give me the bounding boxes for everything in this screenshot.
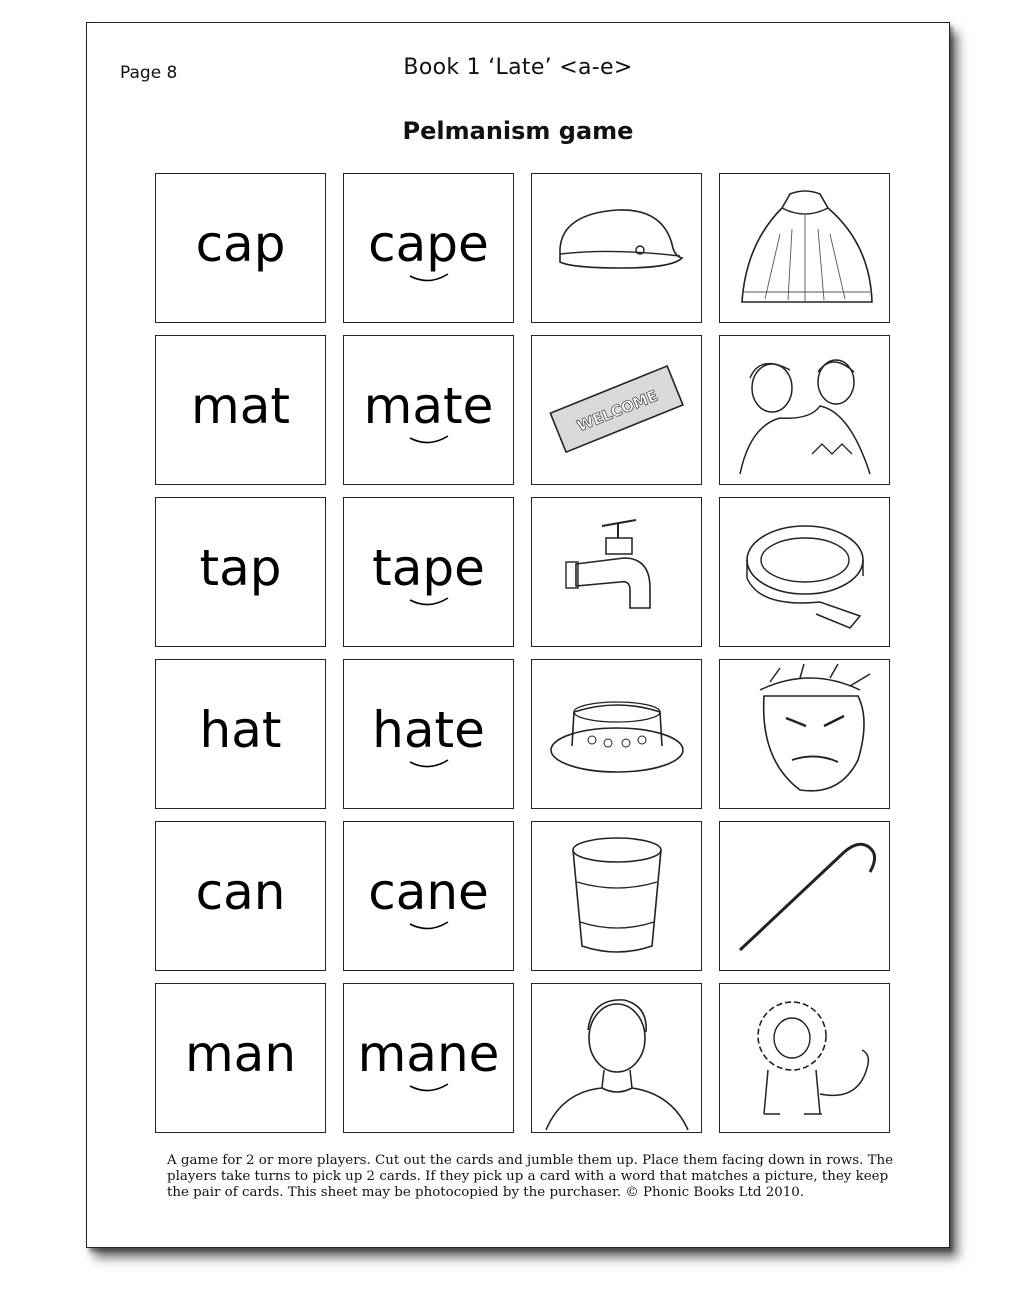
cape-icon <box>720 174 890 322</box>
long-vowel-swoosh-icon <box>407 596 451 610</box>
tap-icon <box>532 498 702 646</box>
card-word: mane <box>357 1025 500 1083</box>
picture-card-angry-face <box>719 659 890 809</box>
word-card-mat <box>155 335 326 485</box>
word-card-can <box>155 821 326 971</box>
can-icon <box>532 822 702 970</box>
picture-card-cap <box>531 173 702 323</box>
hat-icon <box>532 660 702 808</box>
card-word: hate <box>372 701 485 759</box>
word-card-cape <box>343 173 514 323</box>
card-word: cape <box>368 215 489 273</box>
card-word: cane <box>368 863 489 921</box>
mates-icon <box>720 336 890 484</box>
long-vowel-swoosh-icon <box>407 758 451 772</box>
tape-roll-icon <box>720 498 890 646</box>
picture-card-mat <box>531 335 702 485</box>
word-card-cap <box>155 173 326 323</box>
card-word: mate <box>363 377 494 435</box>
long-vowel-swoosh-icon <box>407 434 451 448</box>
game-title: Pelmanism game <box>402 117 634 145</box>
word-card-tap <box>155 497 326 647</box>
picture-card-mates <box>719 335 890 485</box>
man-icon <box>532 984 702 1132</box>
word-card-hate <box>343 659 514 809</box>
svg-text:WELCOME: WELCOME <box>574 386 661 436</box>
card-word: hat <box>199 701 282 759</box>
word-card-cane <box>343 821 514 971</box>
instructions-text: A game for 2 or more players. Cut out the cards and jumble them up. Place them facing down in rows. The players take turns to pick up 2 cards. If they pick up a card with a word that matches a picture, they keep the pair of cards. This sheet may be photocopied by the purchaser. © Phonic Books Ltd 2010. <box>167 1153 894 1200</box>
lion-icon <box>720 984 890 1132</box>
card-word: tape <box>372 539 485 597</box>
picture-card-cape <box>719 173 890 323</box>
card-word: mat <box>191 377 290 435</box>
picture-card-hat <box>531 659 702 809</box>
picture-card-man <box>531 983 702 1133</box>
picture-card-lion <box>719 983 890 1133</box>
angry-face-icon <box>720 660 890 808</box>
picture-card-cane <box>719 821 890 971</box>
worksheet-page <box>86 22 950 1248</box>
card-word: tap <box>199 539 282 597</box>
book-title: Book 1 ‘Late’ <a-e> <box>403 55 633 80</box>
page-number: Page 8 <box>120 63 178 83</box>
picture-card-can <box>531 821 702 971</box>
word-card-man <box>155 983 326 1133</box>
cane-icon <box>720 822 890 970</box>
picture-card-tape <box>719 497 890 647</box>
picture-card-tap <box>531 497 702 647</box>
long-vowel-swoosh-icon <box>407 920 451 934</box>
word-card-mate <box>343 335 514 485</box>
long-vowel-swoosh-icon <box>407 1082 451 1096</box>
long-vowel-swoosh-icon <box>407 272 451 286</box>
welcome-mat-icon <box>532 336 702 484</box>
card-word: cap <box>195 215 286 273</box>
word-card-mane <box>343 983 514 1133</box>
word-card-tape <box>343 497 514 647</box>
word-card-hat <box>155 659 326 809</box>
card-word: can <box>195 863 286 921</box>
cap-icon <box>532 174 702 322</box>
card-word: man <box>184 1025 297 1083</box>
